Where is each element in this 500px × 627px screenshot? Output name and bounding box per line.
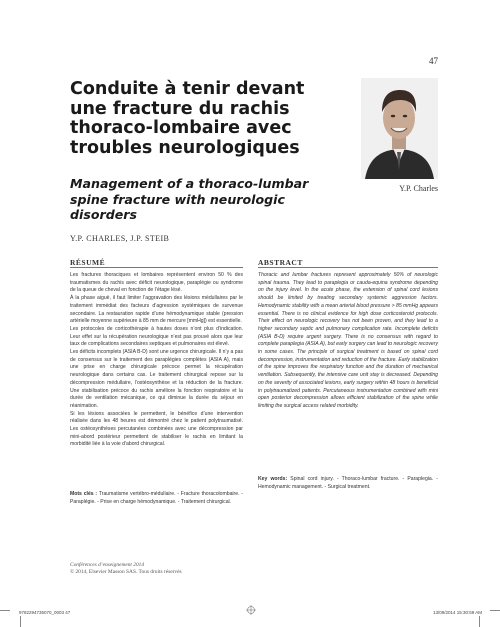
abstract-rule — [258, 267, 438, 268]
page-number: 47 — [429, 56, 438, 66]
authors: Y.P. CHARLES, J.P. STEIB — [70, 234, 170, 243]
resume-text: Les fractures thoraciques et lombaires représentent environ 50 % des traumatismes du rachis avec déficit neurologique, paraplégie ou syndrome de la queue de cheval en fonction de l’étage lésé. À la phase aiguë, il faut limiter l’aggravation des lésions médullaires par le traitement immédiat des facteurs d’agression systémiques de survenue secondaire. La restauration rapide d’une hémodynamique stable (pression artérielle moyenne supérieure à 85 mm de mercure [mmHg]) est essentielle. Les protocoles de corticothérapie à hautes doses n’ont plus d’indication. Leur effet sur la récupération neurologique n’est pas prouvé alors que leur taux de complications secondaires septiques et pulmonaires est élevé. Les déficits incomplets (ASIA B-D) sont une urgence chirurgicale. Il n’y a pas de consensus sur le traitement des paraplégies complètes (ASIA A), mais une prise en charge chirurgicale précoce permet la récupération neurologique dans certains cas. Le traitement chirurgical repose sur la décompression médullaire, l’ostéosynthèse et la réduction de la fracture. Une stabilisation précoce du rachis améliore la fonction respiratoire et la durée de ventilation mécanique, ce qui diminue la durée du séjour en réanimation. Si les lésions associées le permettent, le bénéfice d’une intervention réalisée dans les 48 heures est démontré chez le patient polytraumatisé. Les ostéosynthèses percutanées combinées avec une décompression par mini-abord postérieur permettent de stabiliser le rachis en limitant la morbidité liée à la voie d’abord chirurgical. — [70, 272, 243, 448]
mots-cles-label: Mots clés : — [70, 491, 98, 497]
keywords-text: Spinal cord injury. - Thoraco-lumbar fracture. - Paraplegia. - Hemodynamic management. - Surgical treatment. — [258, 476, 438, 490]
article-title: Conduite à tenir devant une fracture du rachis thoraco-lombaire avec troubles neurologiques — [70, 79, 305, 158]
photo-caption: Y.P. Charles — [399, 184, 438, 193]
footer-copyright: © 2014, Elsevier Masson SAS. Tous droits réservés — [70, 569, 182, 576]
resume-rule — [70, 267, 243, 268]
crop-mark-right-vertical — [479, 616, 480, 627]
author-portrait-image — [361, 78, 438, 179]
article-subtitle: Management of a thoraco-lumbar spine fracture with neurologic disorders — [70, 176, 309, 222]
abstract-text: Thoracic and lumbar fractures represent approximately 50% of neurologic spinal trauma. They lead to paraplegia or cauda-equina syndrome depending on the injury level. In the acute phase, the extension of spinal cord lesions should be limited by treating secondary systemic aggression factors. Hemodynamic stability with a mean arterial blood pressure > 85 mmHg appears essential. There is no clinical evidence for high dose corticosteroid protocols. Their effect on neurologic recovery has not been proven, and they lead to a higher secondary septic and pulmonary complication rate. Incomplete deficits (ASIA B-D) require urgent surgery. There is no consensus with regard to complete paraplegia (ASIA A), but early surgery can lead to neurologic recovery in some cases. The principle of surgical treatment is based on spinal cord decompression, instrumentation and reduction of the fracture. Early stabilization of the spine improves the respiratory function and the duration of mechanical ventilation. Subsequently, the intensive care unit stay is decreased. Depending on the severity of associated lesions, early surgery within 48 hours is beneficial in polytraumatized patients. Percutaneous instrumentation combined with mini open posterior decompression allows efficient stabilization of the spine while limiting the surgical access related morbidity. — [258, 272, 438, 409]
footer — [70, 562, 270, 576]
print-slug-left: 9782294735070_0003 47 — [19, 610, 71, 615]
keywords-label: Key words: — [258, 476, 288, 482]
crop-mark-left — [0, 610, 10, 611]
keywords — [258, 476, 438, 491]
registration-mark-icon — [246, 605, 256, 615]
mots-cles — [70, 491, 243, 506]
mots-cles-text: Traumatisme vertébro-médullaire. - Fracture thoracolombaire. - Paraplégie. - Prise en charge hémodynamique. - Traitement chirurgical. — [70, 491, 244, 505]
crop-mark-left-vertical — [20, 616, 21, 627]
author-photo — [361, 78, 438, 179]
resume-heading: RÉSUMÉ — [70, 258, 106, 267]
footer-journal: Conférences d’enseignement 2014 — [70, 562, 145, 568]
crop-mark-right — [490, 610, 500, 611]
abstract-heading: ABSTRACT — [258, 258, 303, 267]
print-slug-right: 13/09/2014 15:30:59 AM — [432, 610, 482, 615]
